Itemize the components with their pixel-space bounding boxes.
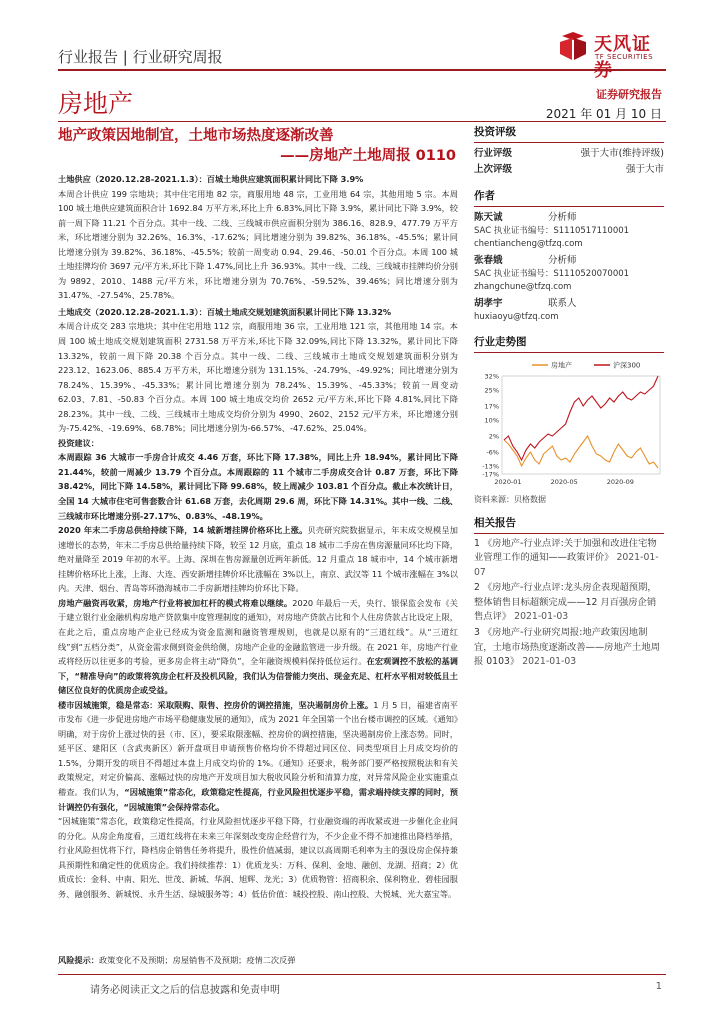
author-cert: SAC 执业证书编号：S1110520070001 [474, 269, 630, 279]
trend-heading: 行业走势图 [474, 334, 664, 353]
author-role: 分析师 [548, 255, 577, 266]
land-supply-heading: 土地供应（2020.12.28-2021.1.3）：百城土地供应建筑面积累计同比下降 3.9% [58, 174, 364, 184]
author-role: 联系人 [548, 298, 577, 309]
rating-row [474, 146, 664, 162]
investment-heading: 投资建议： [58, 437, 99, 448]
report-subtitle: ——房地产土地周报 0110 [280, 148, 456, 164]
company-logo [558, 30, 668, 81]
related-report[interactable] [474, 626, 664, 670]
related-report[interactable] [474, 581, 664, 625]
recommendation-text: “因城施策”常态化，政策稳定性提高，行业风险担忧逐步平稳下降，行业融资端的再收紧或进一步催化企业间的分化。从房企角度看，三道红线将在未来三年深刻改变房企经营行为，不少企业不得不加速推出降档举措，行业风险担忧将下行，降档房企销售任务将提升，股性价值减弱，建议以高周期毛利率为主的强设房企保持兼具预期性和确定性的优质房企。我们持续推荐：1）优质龙头：万科、保利、金地、融创、龙湖、招商；2）优质成长：金科、中南、阳光、世茂、新城、华润、旭辉、龙光；3）优质物管：招商积余、保利物业、碧桂园服务、融创服务、新城悦、永升生活、绿城服务等；4）低估价值：城投控股、南山控股、大悦城、光大嘉宝等。 [58, 816, 458, 899]
report-type: 证券研究报告 [596, 88, 662, 101]
main-column [58, 126, 458, 901]
financing-conclusion: 在宏观调控不放松的基调下，“精准导向”的政策将筑房企杠杆及投机风险，我们认为信誉能力突出、现金充足、杠杆水平相对较低且土储区位良好的优质房企或受益。 [58, 656, 458, 696]
author-email[interactable]: zhangchune@tfzq.com [474, 281, 572, 292]
y-tick-label: 25% [484, 386, 499, 394]
land-supply-text: 本周合计供应 199 宗地块；其中住宅用地 82 宗，商服用地 48 宗，工业用地 64 宗，其他用地 5 宗。本周 100 城土地供应建筑面积合计 1692.84 万平方米,环比上升 6.83%,同比下降 3.9%，累计同比下降 3.9%，较前一周下降 11.21 个百分点。其中一线、二线、三线城市供应面积分别为 386.16、828.9、477.79 万平方米，环比增速分别为 32.26%、16.3%、-17.62%；同比增速分别为 39.82%、36.18%、-45.5%；累计同比增速分别为 39.82%、36.18%、-45.5%；较前一周变动 0.94、29.46、-50.01 个百分点。本周 100 城土地挂牌均价 3697 元/平方米,环比下降 1.47%,同比上升 36.93%。其中一线、二线、三线城市挂牌均价分别为 9892、2010、1488 元/平方米，环比增速分别为 70.76%、-59.52%、39.46%；同比增速分别为 31.47%、-27.54%、25.78%。 [58, 188, 458, 301]
risk-text: 政策变化不及预期；房屋销售不及预期；疫情二次反弹 [98, 955, 296, 965]
trend-chart [474, 356, 664, 492]
trend-chart-svg [474, 356, 664, 492]
related-report-title[interactable]: 1 《房地产-行业点评:关于加强和改进住宅物业管理工作的通知——政策评价》 [474, 537, 657, 564]
author-name: 张春娥 [474, 255, 503, 266]
related-report-title[interactable]: 2 《房地产-行业点评:龙头房企表现超预期，整体销售目标超额完成——12 月百强房企销售点评》 [474, 582, 657, 623]
related-report-date: 2021-01-03 [514, 611, 569, 623]
chart-source: 资料来源：贝格数据 [474, 494, 546, 504]
author-cert: SAC 执业证书编号：S1110517110001 [474, 226, 630, 236]
prev-rating-value: 强于大市 [625, 164, 664, 175]
series-line-property [504, 436, 658, 468]
sidebar [474, 124, 664, 670]
author-name: 陈天诚 [474, 212, 503, 223]
related-report-date: 2021-01-07 [474, 552, 659, 578]
footer-rule [58, 974, 666, 975]
x-tick-label: 2020-05 [550, 477, 578, 486]
risk-label: 风险提示： [58, 955, 99, 965]
page-number: 1 [655, 981, 662, 992]
policy-text: 1 月 5 日，福建省南平市发布《进一步促进房地产市场平稳健康发展的通知》，成为 2021 年全国第一个出台楼市调控的区域。《通知》明确，对于房价上涨过快的县（市、区），要采取限涨幅、控房价的调控措施，坚决遏制房价上涨态势。同时，延平区、建阳区（含武夷新区）新开盘项目申请预售价格均价不得超过同区位、同类型项目上月成交均价的 1.5%，分期开发的项目不得超过本盘上月成交均价的 1%。《通知》还要求，税务部门要严格按照税法和有关政策规定，对定价偏高、涨幅过快的房地产开发项目加大税收风险分析和清算力度，对异常风险企业实施重点稽查。我们认为， [58, 699, 458, 797]
prev-rating-label: 上次评级 [474, 164, 513, 175]
author-email[interactable]: chentiancheng@tfzq.com [474, 238, 583, 249]
related-report-date: 2021-01-03 [522, 656, 577, 668]
x-tick-label: 2020-09 [606, 477, 634, 486]
header-rule [58, 69, 666, 71]
legend-label: 沪深300 [613, 361, 641, 369]
author-role: 分析师 [548, 212, 577, 223]
financing-heading: 房地产融资再收紧，房地产行业将被加杠杆的模式将难以继续。 [58, 597, 293, 608]
y-tick-label: 2% [488, 432, 499, 440]
risk-note [58, 954, 458, 967]
author-name: 胡孝宇 [474, 298, 503, 309]
rating-value: 强于大市(维持评级) [580, 148, 664, 159]
sector-title: 房地产 [58, 89, 134, 118]
brand-name-en: TF SECURITIES [595, 53, 654, 61]
policy-heading: 楼市因城施策，稳是常态：采取限购、限售、控房价的调控措施，坚决遏制房价上涨。 [58, 699, 374, 710]
author-email[interactable]: huxiaoyu@tfzq.com [474, 312, 559, 322]
land-deal-text: 本周合计成交 283 宗地块；其中住宅用地 112 宗，商服用地 36 宗，工业用地 121 宗，其他用地 14 宗。本周 100 城土地成交规划建筑面积 2731.58 万平方米,环比下降 32.09%,同比下降 13.32%，累计同比下降 13.32%，较前一周下降 20.38 个百分点。其中一线、二线、三线城市土地成交规划建筑面积分别为 223.12、1623.06、885.4 万平方米，环比增速分别为 131.15%、-24.79%、-49.92%；同比增速分别为 78.24%、15.39%、-45.33%；累计同比增速分别为 78.24%、15.39%、-45.33%；较前一周变动 62.03、7.81、-50.83 个百分点。本周 100 城土地成交均价 2652 元/平方米,环比下降 4.81%,同比下降 28.23%。其中一线、二线、三线城市土地成交均价分别为 4990、2602、2152 元/平方米，环比增速分别为-75.42%、-19.69%、68.78%；同比增速分别为-66.57%、-47.62%、25.04%。 [58, 321, 458, 434]
report-title: 地产政策因地制宜，土地市场热度逐渐改善 [58, 128, 334, 144]
authors-heading: 作者 [474, 188, 664, 207]
section-rule [58, 121, 666, 122]
header-category: 行业报告 | 行业研究周报 [58, 48, 223, 66]
y-tick-label: -6% [486, 448, 499, 456]
second-hand-heading: 2020 年末二手房总供给持续下降，14 城新增挂牌价格环比上涨。 [58, 525, 308, 536]
y-tick-label: 17% [484, 402, 499, 410]
policy-conclusion: “因城施策”常态化，政策稳定性提高，行业风险担忧逐步平稳，需求端持续支撑的同时，预计调控仍有强化，“因城施策”会保持常态化。 [58, 786, 458, 812]
financing-text: 2020 年最后一天，央行、银保监会发布《关于建立银行业金融机构房地产贷款集中度管理制度的通知》，对房地产贷款占比和个人住房贷款占比设定上限，在此之后，重点房地产企业已经成为资金监测和融资管理规则，也就是以原有的“三道红线”。从“三道红线”到“五档分类”，从资金需求侧到资金供给侧，房地产企业的金融监管进一步升级。在 2021 年，房地产行业或将经历以往更多的考验，更多房企将主动“降负”，全年融资规模料保持低位运行。 [58, 597, 458, 667]
related-heading: 相关报告 [474, 515, 664, 534]
tf-logo-icon [558, 30, 588, 62]
author-3 [474, 297, 664, 324]
y-tick-label: 32% [484, 372, 499, 380]
related-report[interactable] [474, 537, 664, 581]
x-tick-label: 2020-01 [494, 477, 522, 486]
report-date: 2021 年 01 月 10 日 [545, 107, 662, 121]
land-deal-heading: 土地成交（2020.12.28-2021.1.3）：百城土地成交规划建筑面积累计同比下降 13.32% [58, 306, 392, 317]
author-2 [474, 254, 664, 293]
report-body [58, 172, 458, 901]
related-report-title[interactable]: 3 《房地产-行业研究周报:地产政策因地制宜，土地市场热度逐渐改善——房地产土地周报 0103》 [474, 627, 660, 668]
weekly-sales-summary: 本周跟踪 36 大城市一手房合计成交 4.46 万套，环比下降 17.38%，同比上升 18.94%，累计同比下降 21.44%，较前一周减少 13.79 个百分点。本周跟踪的 11 个城市二手房成交合计 0.87 万套，环比下降 38.42%，同比下降 14.58%，累计同比下降 99.68%，较上周减少 103.81 个百分点。截止本次统计日，全国 14 大城市住宅可售套数合计 61.68 万套，去化周期 29.6 周，环比下降 14.31%。其中一线、二线、三线城市环比增速分别-27.17%、0.83%、-48.19%。 [58, 452, 458, 521]
prev-rating-row [474, 162, 664, 178]
rating-heading: 投资评级 [474, 124, 664, 143]
brand-name: 天风证券 [594, 34, 651, 81]
author-1 [474, 211, 664, 250]
legend-label: 房地产 [551, 361, 572, 369]
second-hand-text: 贝壳研究院数据显示，年末成交规模呈加速增长的态势，年末二手房总供给量持续下降，较至 12 月底，重点 18 城市二手房在售房源量同环比均下降，绝对量降至 2019 年初的水平。上海、深圳在售房源量创近两年新低。12 月重点 18 城市中，14 个城市新增挂牌价格环比上涨，上海、大连、西安新增挂牌价环比涨幅在 3%以上，南京、武汉等 11 个城市涨幅在 3%以内。天津、烟台、青岛等环渤海城市二手房新增挂牌均价环比下降。 [58, 525, 458, 594]
y-tick-label: -13% [482, 462, 499, 470]
y-tick-label: 10% [484, 416, 499, 424]
footer-disclaimer: 请务必阅读正文之后的信息披露和免责申明 [90, 985, 280, 996]
y-tick-label: -17% [482, 470, 499, 478]
series-line-hs300 [504, 376, 658, 460]
rating-label: 行业评级 [474, 148, 513, 159]
